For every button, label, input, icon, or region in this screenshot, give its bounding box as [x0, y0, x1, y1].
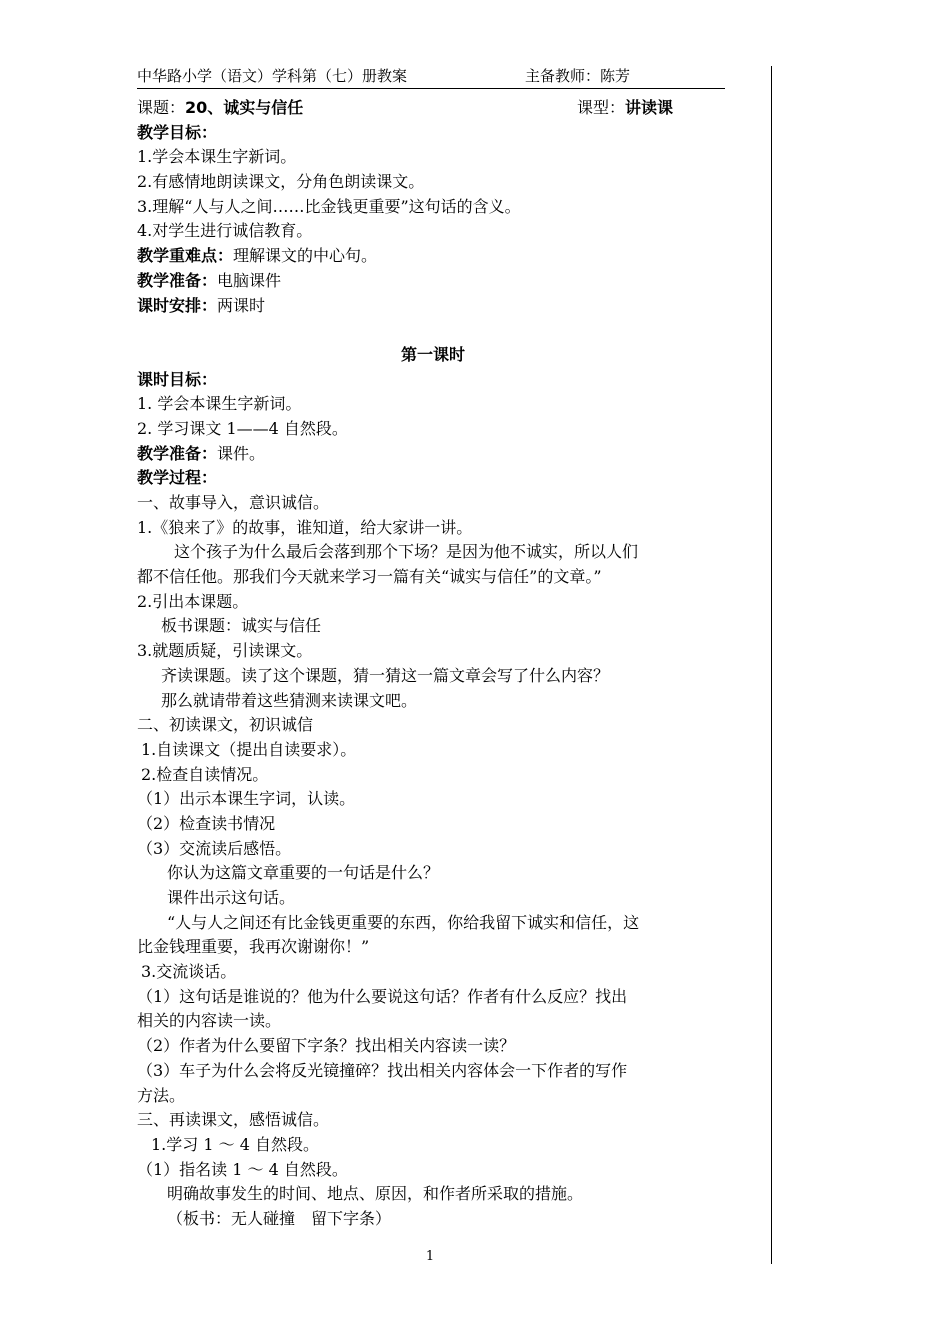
- goal-item: 2.有感情地朗读课文，分角色朗读课文。: [137, 172, 425, 192]
- process-line: 1.自读课文（提出自读要求）。: [141, 739, 357, 759]
- prep-value: 电脑课件: [217, 270, 282, 290]
- process-line: 2.检查自读情况。: [141, 764, 269, 784]
- schedule-value: 两课时: [217, 295, 266, 315]
- process-line: 你认为这篇文章重要的一句话是什么？: [167, 863, 440, 883]
- process-line: 这个孩子为什么最后会落到那个下场？是因为他不诚实，所以人们: [174, 542, 639, 562]
- goals-heading: 教学目标：: [137, 122, 218, 142]
- process-line: 齐读课题。读了这个课题，猜一猜这一篇文章会写了什么内容？: [161, 665, 610, 685]
- process-line: 三、再读课文，感悟诚信。: [137, 1110, 330, 1130]
- lesson-type-label: 课型：: [577, 98, 626, 117]
- header-teacher: 主备教师：陈芳: [525, 67, 631, 85]
- keypoint-value: 理解课文的中心句。: [233, 246, 378, 266]
- schedule-label: 课时安排：: [137, 295, 218, 315]
- process-line: （3）交流读后感悟。: [137, 838, 292, 858]
- process-line: “人与人之间还有比金钱更重要的东西，你给我留下诚实和信任，这: [167, 912, 640, 932]
- process-line: 相关的内容读一读。: [137, 1011, 282, 1031]
- prep-label: 教学准备：: [137, 270, 218, 290]
- lesson-type: 讲读课: [625, 98, 674, 117]
- period-goal-item: 1. 学会本课生字新词。: [137, 394, 302, 414]
- goal-item: 4.对学生进行诚信教育。: [137, 221, 313, 241]
- lesson-title: 20、诚实与信任: [185, 98, 304, 117]
- process-line: 方法。: [137, 1085, 186, 1105]
- process-line: 1.《狼来了》的故事，谁知道，给大家讲一讲。: [137, 517, 473, 537]
- keypoint-label: 教学重难点：: [137, 246, 234, 266]
- header-school-title: 中华路小学（语文）学科第（七）册教案: [137, 67, 408, 85]
- process-line: 一、故事导入，意识诚信。: [137, 493, 330, 512]
- process-line: （2）作者为什么要留下字条？找出相关内容读一读？: [137, 1036, 516, 1056]
- period-goals-heading: 课时目标：: [137, 369, 218, 389]
- lesson-title-row: [137, 96, 729, 121]
- page-number: 1: [425, 1249, 435, 1264]
- process-line: 明确故事发生的时间、地点、原因，和作者所采取的措施。: [167, 1184, 584, 1204]
- process-line: 板书课题：诚实与信任: [161, 616, 322, 636]
- period-prep-value: 课件。: [217, 443, 266, 463]
- process-line: （1）指名读 1 ～ 4 自然段。: [137, 1159, 348, 1179]
- process-line: 二、初读课文，初识诚信: [137, 715, 314, 735]
- process-line: 都不信任他。那我们今天就来学习一篇有关“诚实与信任”的文章。”: [137, 567, 602, 587]
- page-header: [137, 66, 725, 89]
- goal-item: 1.学会本课生字新词。: [137, 147, 297, 167]
- process-line: 1.学习 1 ～ 4 自然段。: [151, 1134, 319, 1154]
- process-line: （3）车子为什么会将反光镜撞碎？找出相关内容体会一下作者的写作: [137, 1060, 628, 1080]
- process-line: 3.交流谈话。: [141, 962, 237, 982]
- process-line: 课件出示这句话。: [167, 888, 296, 907]
- period-goal-item: 2. 学习课文 1——4 自然段。: [137, 418, 348, 438]
- lesson-plan-body: [137, 96, 729, 1232]
- process-line: （板书：无人碰撞 留下字条）: [167, 1208, 392, 1228]
- process-line: 那么就请带着这些猜测来读课文吧。: [161, 690, 418, 710]
- section-title: 第一课时: [400, 344, 465, 364]
- margin-rule: [771, 66, 772, 1264]
- lesson-title-label: 课题：: [137, 98, 186, 117]
- goal-item: 3.理解“人与人之间……比金钱更重要”这句话的含义。: [137, 196, 521, 216]
- process-line: 2.引出本课题。: [137, 591, 249, 611]
- period-prep-label: 教学准备：: [137, 443, 218, 463]
- process-line: 比金钱理重要，我再次谢谢你！”: [137, 937, 370, 957]
- process-line: （1）这句话是谁说的？他为什么要说这句话？作者有什么反应？找出: [137, 986, 628, 1006]
- process-heading: 教学过程：: [137, 468, 218, 488]
- process-line: 3.就题质疑，引读课文。: [137, 641, 313, 661]
- process-line: （1）出示本课生字词，认读。: [137, 789, 356, 809]
- process-line: （2）检查读书情况: [137, 813, 276, 833]
